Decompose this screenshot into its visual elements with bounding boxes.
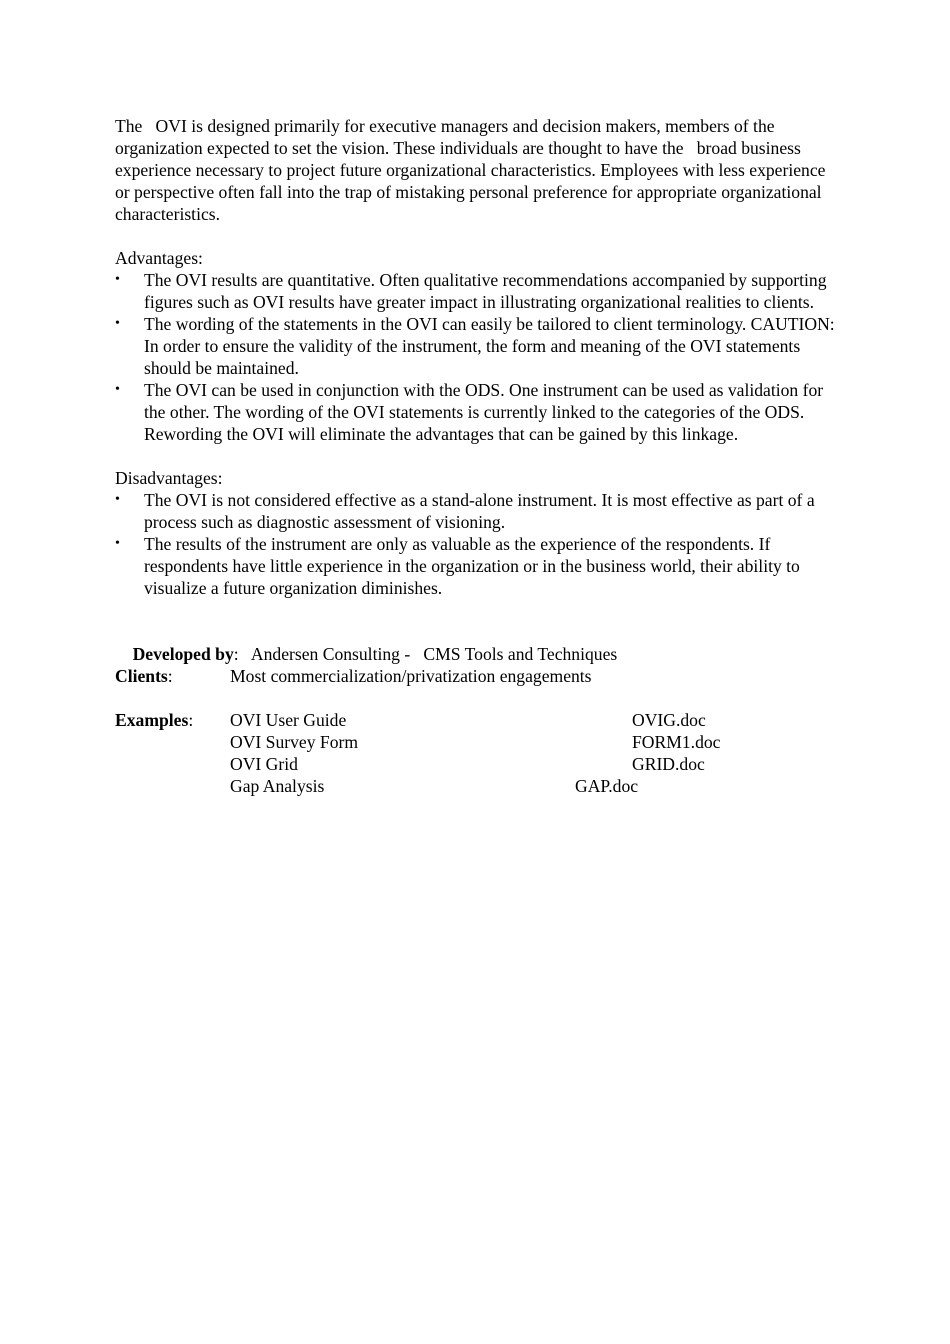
developed-by-row: Developed by: Andersen Consulting - CMS Tools and Techniques (132, 644, 618, 664)
disadvantages-heading: Disadvantages: (115, 468, 223, 488)
clients-value: Most commercialization/privatization engagements (230, 666, 592, 686)
example-file: OVIG.doc (632, 710, 706, 730)
example-file: GAP.doc (575, 776, 639, 796)
bullet-icon: • (115, 272, 120, 287)
clients-row: Clients: Most commercialization/privatization engagements (115, 666, 592, 686)
bullet-icon: • (115, 316, 120, 331)
examples-row (115, 775, 840, 797)
clients-label: Clients (115, 666, 168, 686)
example-name: Gap Analysis (230, 776, 325, 796)
examples-label: Examples (115, 710, 189, 730)
example-name: OVI Survey Form (230, 732, 359, 752)
examples-row (115, 753, 840, 775)
list-item: • The results of the instrument are only as valuable as the experience of the respondents. If respondents have little experience in the organization or in the business world, their ability to visualize a future organization diminishes. (115, 534, 800, 598)
example-name: OVI Grid (230, 754, 298, 774)
list-item: • The OVI can be used in conjunction with the ODS. One instrument can be used as validation for the other. The wording of the OVI statements is currently linked to the categories of the ODS. Rewording the OVI will eliminate the advantages that can be gained by this linkage. (115, 380, 824, 444)
spacer (115, 599, 840, 621)
spacer (115, 687, 840, 709)
developed-by-value: Andersen Consulting - CMS Tools and Techniques (250, 644, 618, 664)
list-item: • The OVI results are quantitative. Often qualitative recommendations accompanied by supporting figures such as OVI results have greater impact in illustrating organizational realities to clients. (115, 270, 827, 312)
bullet-icon: • (115, 492, 120, 507)
disadvantages-list (115, 489, 840, 599)
bullet-icon: • (115, 382, 120, 397)
example-name: OVI User Guide (230, 710, 347, 730)
advantages-heading: Advantages: (115, 248, 203, 268)
list-item: • The wording of the statements in the OVI can easily be tailored to client terminology. CAUTION: In order to ensure the validity of the instrument, the form and meaning of the OVI statements should be maintained. (115, 314, 835, 378)
examples-row: Examples: OVI User Guide OVIG.doc (115, 710, 706, 730)
advantages-list (115, 269, 840, 445)
example-file: GRID.doc (632, 754, 705, 774)
list-item: • The OVI is not considered effective as a stand-alone instrument. It is most effective as part of a process such as diagnostic assessment of visioning. (115, 490, 815, 532)
intro-paragraph: The OVI is designed primarily for executive managers and decision makers, members of the organization expected to set the vision. These individuals are thought to have the broad business experience necessary to project future organizational characteristics. Employees with less experience or perspective often fall into the trap of mistaking personal preference for appropriate organizational characteristics. (115, 116, 830, 224)
spacer (115, 445, 840, 467)
developed-by-label: Developed by (132, 644, 234, 664)
examples-row (115, 731, 840, 753)
spacer (115, 225, 840, 247)
document-page (115, 115, 840, 797)
example-file: FORM1.doc (632, 732, 721, 752)
bullet-icon: • (115, 536, 120, 551)
